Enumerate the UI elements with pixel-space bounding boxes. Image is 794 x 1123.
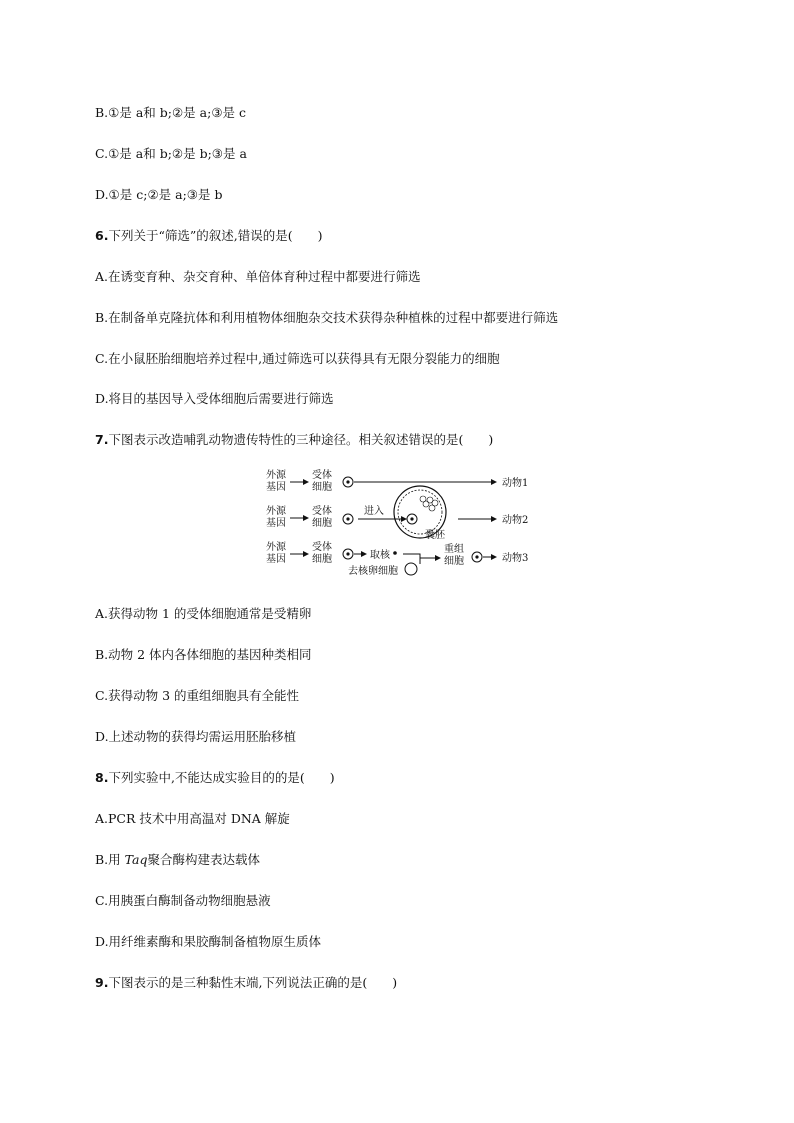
row2-enter-label: 进入 <box>364 506 384 517</box>
row3-source-a: 外源 <box>266 542 286 553</box>
row3-cell-b: 细胞 <box>312 554 332 565</box>
question-stem: 下图表示改造哺乳动物遗传特性的三种途径。相关叙述错误的是( ) <box>108 432 494 447</box>
question-number: 8. <box>95 770 109 785</box>
row2-source-b: 基因 <box>266 518 286 529</box>
question-number: 6. <box>95 228 109 243</box>
row2-result: 动物2 <box>502 515 529 526</box>
row1-source-a: 外源 <box>266 470 286 481</box>
option-q5-c: C.①是 a和 b;②是 b;③是 a <box>95 146 247 161</box>
option-q8-d: D.用纤维素酶和果胶酶制备植物原生质体 <box>95 934 322 949</box>
row2-source-a: 外源 <box>266 506 286 517</box>
option-q5-b: B.①是 a和 b;②是 a;③是 c <box>95 105 247 120</box>
row3-recombinant-a: 重组 <box>444 544 464 555</box>
option-q7-c: C.获得动物 3 的重组细胞具有全能性 <box>95 688 299 703</box>
option-q6-a: A.在诱变育种、杂交育种、单倍体育种过程中都要进行筛选 <box>95 269 421 284</box>
option-q6-c: C.在小鼠胚胎细胞培养过程中,通过筛选可以获得具有无限分裂能力的细胞 <box>95 351 500 366</box>
option-q8-b-taq: Taq <box>124 852 148 867</box>
row3-take-nucleus: 取核 <box>370 550 390 561</box>
question-stem: 下列关于“筛选”的叙述,错误的是( ) <box>108 228 323 243</box>
row3-result: 动物3 <box>502 553 529 564</box>
row2-blastocyst-label: 囊胚 <box>425 530 445 541</box>
row3-enucleated-egg: 去核卵细胞 <box>348 566 398 577</box>
option-q8-b <box>95 850 260 868</box>
option-q7-a: A.获得动物 1 的受体细胞通常是受精卵 <box>95 606 312 621</box>
option-q6-d: D.将目的基因导入受体细胞后需要进行筛选 <box>95 391 334 406</box>
row1-result: 动物1 <box>502 478 529 489</box>
row3-cell-a: 受体 <box>312 542 332 553</box>
question-9 <box>95 973 397 991</box>
question-number: 7. <box>95 432 109 447</box>
row3-recombinant-b: 细胞 <box>444 556 464 567</box>
row1-source-b: 基因 <box>266 482 286 493</box>
option-q5-d: D.①是 c;②是 a;③是 b <box>95 187 223 202</box>
row2-cell-b: 细胞 <box>312 518 332 529</box>
option-q8-b-prefix: B.用 <box>95 852 125 867</box>
row2-cell-a: 受体 <box>312 506 332 517</box>
option-q7-d: D.上述动物的获得均需运用胚胎移植 <box>95 729 297 744</box>
option-q6-b: B.在制备单克隆抗体和利用植物体细胞杂交技术获得杂种植株的过程中都要进行筛选 <box>95 310 559 325</box>
question-stem: 下图表示的是三种黏性末端,下列说法正确的是( ) <box>108 975 398 990</box>
question-stem: 下列实验中,不能达成实验目的的是( ) <box>108 770 335 785</box>
option-q8-a: A.PCR 技术中用高温对 DNA 解旋 <box>95 811 290 826</box>
question-number: 9. <box>95 975 109 990</box>
question-6 <box>95 226 322 244</box>
option-q8-b-suffix: 聚合酶构建表达载体 <box>147 852 260 867</box>
row3-source-b: 基因 <box>266 554 286 565</box>
enucleated-egg-icon <box>405 563 417 575</box>
row1-cell-b: 细胞 <box>312 482 332 493</box>
option-q7-b: B.动物 2 体内各体细胞的基因种类相同 <box>95 647 312 662</box>
question-7 <box>95 430 493 448</box>
question-8 <box>95 768 335 786</box>
transgenic-pathways-diagram <box>260 466 550 582</box>
option-q8-c: C.用胰蛋白酶制备动物细胞悬液 <box>95 893 271 908</box>
row1-cell-a: 受体 <box>312 470 332 481</box>
